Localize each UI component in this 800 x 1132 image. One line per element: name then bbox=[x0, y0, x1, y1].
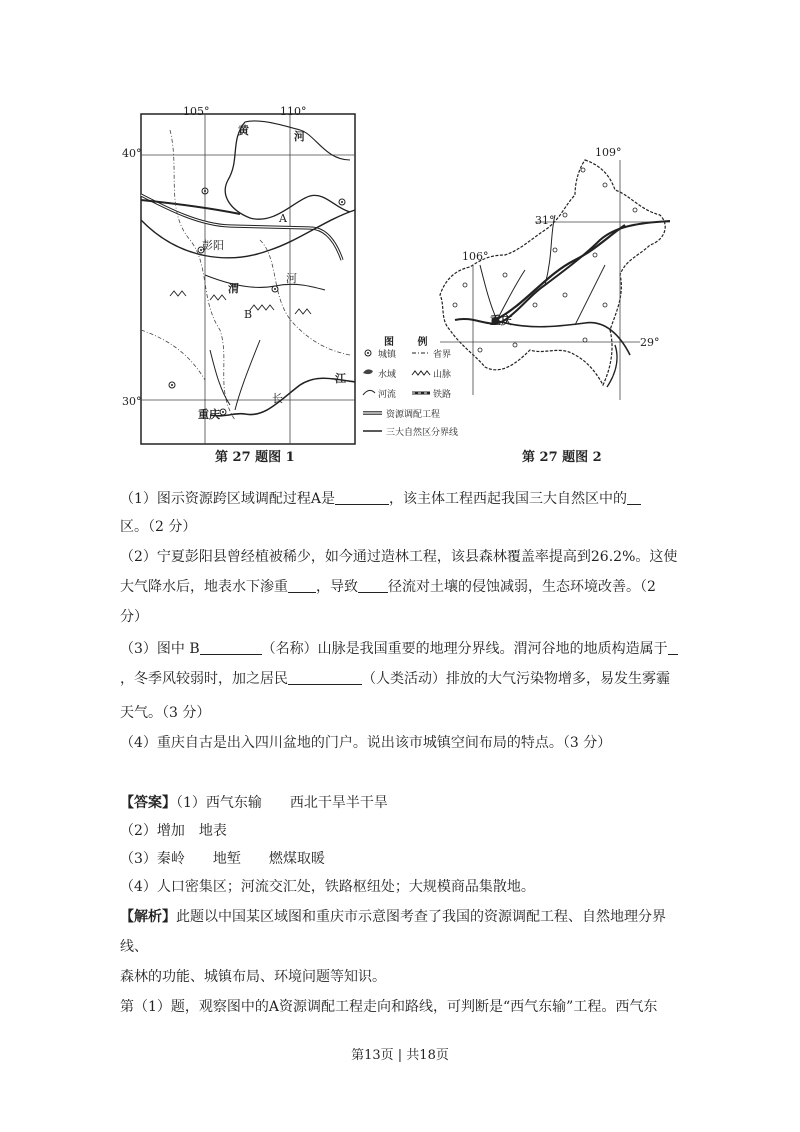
legend-river: 河流 bbox=[378, 390, 397, 400]
q2-text-c: ，导致 bbox=[316, 579, 358, 595]
legend-project: 资源调配工程 bbox=[386, 410, 441, 420]
q2-blank-2 bbox=[358, 578, 388, 593]
q2-text-b: 大气降水后，地表水下渗重 bbox=[120, 579, 288, 595]
question-1-line-1 bbox=[120, 490, 690, 508]
chongqing-label-fig2: 重庆 bbox=[490, 314, 512, 327]
answer-1: （1）西气东输 西北干旱半干旱 bbox=[176, 795, 388, 811]
question-1-line-2 bbox=[120, 518, 690, 536]
pengyang-label: 彭阳 bbox=[202, 239, 224, 252]
question-4 bbox=[120, 734, 690, 752]
legend-mountain: 山脉 bbox=[433, 370, 452, 380]
marker-b-label: B bbox=[244, 308, 253, 321]
legend-railway: 铁路 bbox=[433, 390, 452, 400]
answer-2: （2）增加 地表 bbox=[120, 823, 227, 839]
legend-title: 图 例 bbox=[384, 337, 438, 348]
analysis-p1: 此题以中国某区域图和重庆市示意图考查了我国的资源调配工程、自然地理分界 bbox=[176, 909, 666, 925]
analysis-line-4 bbox=[120, 998, 690, 1016]
lon-109-label: 109° bbox=[595, 146, 622, 159]
legend-boundary: 三大自然区分界线 bbox=[386, 428, 459, 438]
yellow-river-label-1: 黄 bbox=[238, 124, 249, 137]
lat-30-label: 30° bbox=[122, 395, 142, 408]
legend-town: 城镇 bbox=[378, 350, 397, 360]
question-3-line-1 bbox=[120, 640, 690, 658]
analysis-line-3 bbox=[120, 968, 690, 986]
lon-106-label: 106° bbox=[462, 250, 489, 263]
q3-blank-2 bbox=[668, 640, 678, 655]
question-2-line-1 bbox=[120, 548, 690, 566]
q3-text-c: ，冬季风较弱时，加之居民 bbox=[120, 671, 288, 687]
wei-river-label-1: 渭 bbox=[228, 282, 239, 295]
q1-blank-2 bbox=[627, 490, 641, 505]
q3-text-d: （人类活动）排放的大气污染物增多，易发生雾霾 bbox=[362, 671, 670, 687]
q3-text-a: （3）图中 B bbox=[120, 641, 200, 657]
figure2-caption: 第 27 题图 2 bbox=[522, 450, 602, 465]
q2-text-d: 径流对土壤的侵蚀减弱，生态环境改善。（2 bbox=[388, 579, 656, 595]
lat-29-label: 29° bbox=[640, 336, 660, 349]
answer-line-3 bbox=[120, 850, 690, 868]
legend-water: 水域 bbox=[378, 370, 397, 380]
answer-tag: 【答案】 bbox=[120, 795, 176, 811]
q3-text-e: 天气。（3 分） bbox=[120, 705, 211, 721]
chongqing-label-fig1: 重庆 bbox=[198, 408, 220, 421]
wei-river-label-2: 河 bbox=[286, 272, 297, 285]
q2-blank-1 bbox=[288, 578, 316, 593]
legend-province: 省界 bbox=[433, 350, 452, 360]
lon-105-label: 105° bbox=[183, 105, 210, 118]
yellow-river-label-2: 河 bbox=[294, 130, 305, 143]
lat-40-label: 40° bbox=[122, 147, 142, 160]
question-2-line-2 bbox=[120, 578, 690, 596]
answer-line-1 bbox=[120, 794, 690, 812]
yangtze-label-jiang: 江 bbox=[335, 372, 346, 385]
figure2-map-drawing bbox=[435, 155, 685, 405]
q1-text-b: ，该主体工程西起我国三大自然区中的 bbox=[389, 491, 628, 507]
question-2-line-3 bbox=[120, 608, 690, 626]
q2-text-e: 分） bbox=[120, 609, 148, 625]
q3-text-b: （名称）山脉是我国重要的地理分界线。渭河谷地的地质构造属于 bbox=[261, 641, 668, 657]
figures-area bbox=[110, 100, 690, 470]
question-3-line-3 bbox=[120, 704, 690, 722]
q1-text-a: （1）图示资源跨区域调配过程A是 bbox=[120, 491, 336, 507]
q4-text: （4）重庆自古是出入四川盆地的门户。说出该市城镇空间布局的特点。（3 分） bbox=[120, 735, 612, 751]
page-footer: 第13页 | 共18页 bbox=[351, 1048, 449, 1063]
figure1-map-drawing bbox=[110, 100, 360, 450]
lon-110-label: 110° bbox=[280, 105, 307, 118]
analysis-line-2 bbox=[120, 938, 690, 956]
analysis-p4: 第（1）题，观察图中的A资源调配工程走向和路线，可判断是“西气东输”工程。西气东 bbox=[120, 999, 658, 1015]
figure1-caption: 第 27 题图 1 bbox=[215, 450, 295, 465]
analysis-line-1 bbox=[120, 908, 690, 926]
answer-line-2 bbox=[120, 822, 690, 840]
analysis-p3: 森林的功能、城镇布局、环境问题等知识。 bbox=[120, 969, 386, 985]
question-3-line-2 bbox=[120, 670, 690, 688]
marker-a-label: A bbox=[279, 212, 287, 225]
lat-31-label: 31° bbox=[535, 214, 555, 227]
yangtze-label-chang: 长 bbox=[272, 392, 283, 405]
answer-line-4 bbox=[120, 878, 690, 896]
q3-blank-3 bbox=[288, 670, 362, 685]
q1-text-c: 区。（2 分） bbox=[120, 519, 197, 535]
q3-blank-1 bbox=[200, 640, 262, 655]
answer-3: （3）秦岭 地堑 燃煤取暖 bbox=[120, 851, 325, 867]
answer-4: （4）人口密集区；河流交汇处，铁路枢纽处；大规模商品集散地。 bbox=[120, 879, 535, 895]
analysis-p2: 线、 bbox=[120, 939, 148, 955]
q1-blank-1 bbox=[335, 490, 389, 505]
q2-text-a: （2）宁夏彭阳县曾经植被稀少，如今通过造林工程，该县森林覆盖率提高到26.2%。这使 bbox=[120, 549, 678, 565]
analysis-tag: 【解析】 bbox=[120, 909, 176, 925]
